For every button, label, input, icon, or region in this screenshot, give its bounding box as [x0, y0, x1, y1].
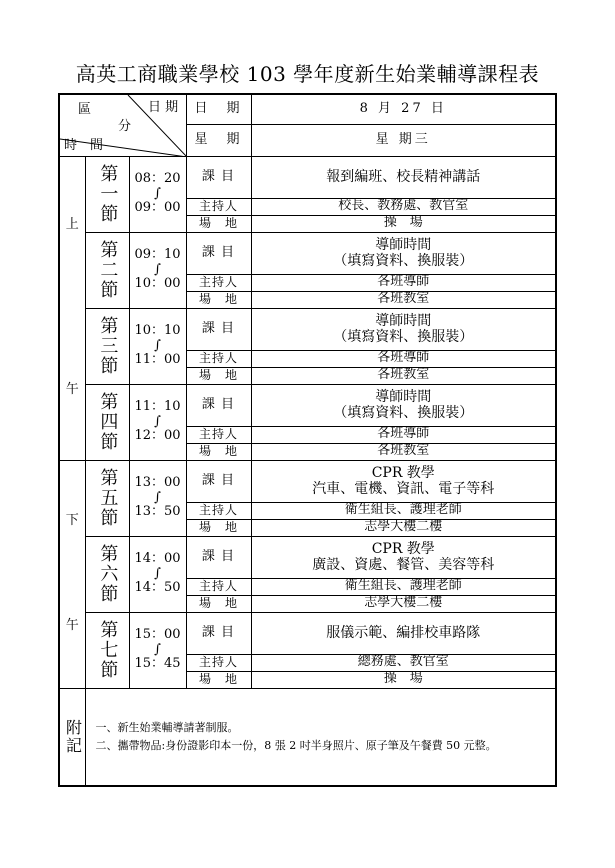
- course-value: [251, 308, 556, 350]
- corner-zone-label: 區: [78, 102, 92, 117]
- venue-label: 場 地: [186, 291, 251, 308]
- host-label: 主持人: [186, 654, 251, 671]
- venue-label: 場 地: [186, 519, 251, 536]
- note-item: 二、攜帶物品:身份證影印本一份，8 張 2 吋半身照片、原子筆及午餐費 50 元整。: [95, 738, 497, 752]
- course-line: （填寫資料、換服裝）: [333, 329, 474, 345]
- course-value: [251, 156, 556, 198]
- course-line: CPR 教學: [371, 540, 435, 557]
- course-line: 導師時間: [375, 312, 432, 329]
- course-line: 導師時間: [375, 236, 432, 253]
- course-value: [251, 612, 556, 654]
- afternoon-bottom-char: 午: [65, 618, 79, 633]
- corner-date-label: 日 期: [148, 100, 179, 115]
- venue-value: 各班教室: [251, 443, 556, 460]
- afternoon-label-cell: [59, 460, 85, 688]
- session-name: 第一節: [97, 164, 119, 224]
- host-value: 總務處、教官室: [251, 654, 556, 671]
- host-label: 主持人: [186, 198, 251, 215]
- host-value: 衛生組長、護理老師: [251, 578, 556, 595]
- session-name-cell: [85, 536, 129, 612]
- course-label: 課 目: [186, 156, 251, 198]
- course-line: （填寫資料、換服裝）: [333, 405, 474, 421]
- weekday-value: 星 期三: [251, 124, 556, 156]
- page-title: 高英工商職業學校 103 學年度新生始業輔導課程表: [75, 62, 540, 86]
- course-line: 導師時間: [375, 388, 432, 405]
- course-line: 汽車、電機、資訊、電子等科: [312, 481, 495, 497]
- header-corner-cell: [59, 94, 186, 156]
- venue-label: 場 地: [186, 595, 251, 612]
- session-name-cell: [85, 612, 129, 688]
- corner-time-label: 時 間: [64, 138, 104, 153]
- course-value: [251, 232, 556, 274]
- session-name-cell: [85, 460, 129, 536]
- host-value: 各班導師: [251, 426, 556, 443]
- course-label: 課 目: [186, 308, 251, 350]
- notes-content: [85, 688, 556, 786]
- afternoon-top-char: 下: [65, 513, 79, 529]
- course-line: CPR 教學: [371, 464, 435, 481]
- course-line: 廣設、資處、餐管、美容等科: [312, 557, 495, 573]
- session-name-cell: [85, 308, 129, 384]
- course-value: [251, 460, 556, 502]
- notes-label: 附記: [63, 718, 83, 755]
- session-name: 第三節: [97, 316, 119, 376]
- session-name-cell: [85, 384, 129, 460]
- session-time: 08：20 ∫ 09：00: [129, 156, 186, 232]
- session-name: 第五節: [97, 468, 119, 528]
- session-name: 第七節: [97, 620, 119, 680]
- venue-value: 各班教室: [251, 291, 556, 308]
- host-label: 主持人: [186, 502, 251, 519]
- session-name: 第二節: [97, 240, 119, 300]
- host-value: 衛生組長、護理老師: [251, 502, 556, 519]
- host-label: 主持人: [186, 350, 251, 367]
- session-time: 09：10 ∫ 10：00: [129, 232, 186, 308]
- session-name: 第六節: [97, 544, 119, 604]
- host-label: 主持人: [186, 274, 251, 291]
- venue-value: 志學大樓二樓: [251, 519, 556, 536]
- venue-label: 場 地: [186, 215, 251, 232]
- course-line: 服儀示範、編排校車路隊: [326, 624, 481, 641]
- morning-label-cell: [59, 156, 85, 460]
- session-time: 14：00 ∫ 14：50: [129, 536, 186, 612]
- venue-label: 場 地: [186, 671, 251, 688]
- venue-value: 操 場: [251, 671, 556, 688]
- date-label: 日 期: [186, 94, 251, 124]
- course-label: 課 目: [186, 384, 251, 426]
- corner-fen-label: 分: [118, 119, 132, 134]
- session-name-cell: [85, 156, 129, 232]
- morning-top-char: 上: [65, 217, 79, 233]
- notes-label-cell: [59, 688, 85, 786]
- session-time: 10：10 ∫ 11：00: [129, 308, 186, 384]
- host-label: 主持人: [186, 578, 251, 595]
- course-label: 課 目: [186, 536, 251, 578]
- host-value: 各班導師: [251, 274, 556, 291]
- weekday-label: 星 期: [186, 124, 251, 156]
- morning-bottom-char: 午: [65, 382, 79, 397]
- session-name: 第四節: [97, 392, 119, 452]
- venue-value: 操 場: [251, 215, 556, 232]
- session-time: 11：10 ∫ 12：00: [129, 384, 186, 460]
- venue-label: 場 地: [186, 443, 251, 460]
- host-value: 校長、教務處、教官室: [251, 198, 556, 215]
- host-value: 各班導師: [251, 350, 556, 367]
- course-value: [251, 536, 556, 578]
- session-time: 13：00 ∫ 13：50: [129, 460, 186, 536]
- course-line: 報到編班、校長精神講話: [326, 168, 481, 185]
- venue-value: 各班教室: [251, 367, 556, 384]
- date-value: 8 月 27 日: [251, 94, 556, 124]
- course-label: 課 目: [186, 612, 251, 654]
- venue-label: 場 地: [186, 367, 251, 384]
- host-label: 主持人: [186, 426, 251, 443]
- session-time: 15：00 ∫ 15：45: [129, 612, 186, 688]
- course-value: [251, 384, 556, 426]
- note-item: 一、新生始業輔導請著制服。: [95, 721, 239, 735]
- venue-value: 志學大樓二樓: [251, 595, 556, 612]
- course-label: 課 目: [186, 232, 251, 274]
- session-name-cell: [85, 232, 129, 308]
- course-label: 課 目: [186, 460, 251, 502]
- schedule-table: [58, 93, 557, 787]
- course-line: （填寫資料、換服裝）: [333, 253, 474, 269]
